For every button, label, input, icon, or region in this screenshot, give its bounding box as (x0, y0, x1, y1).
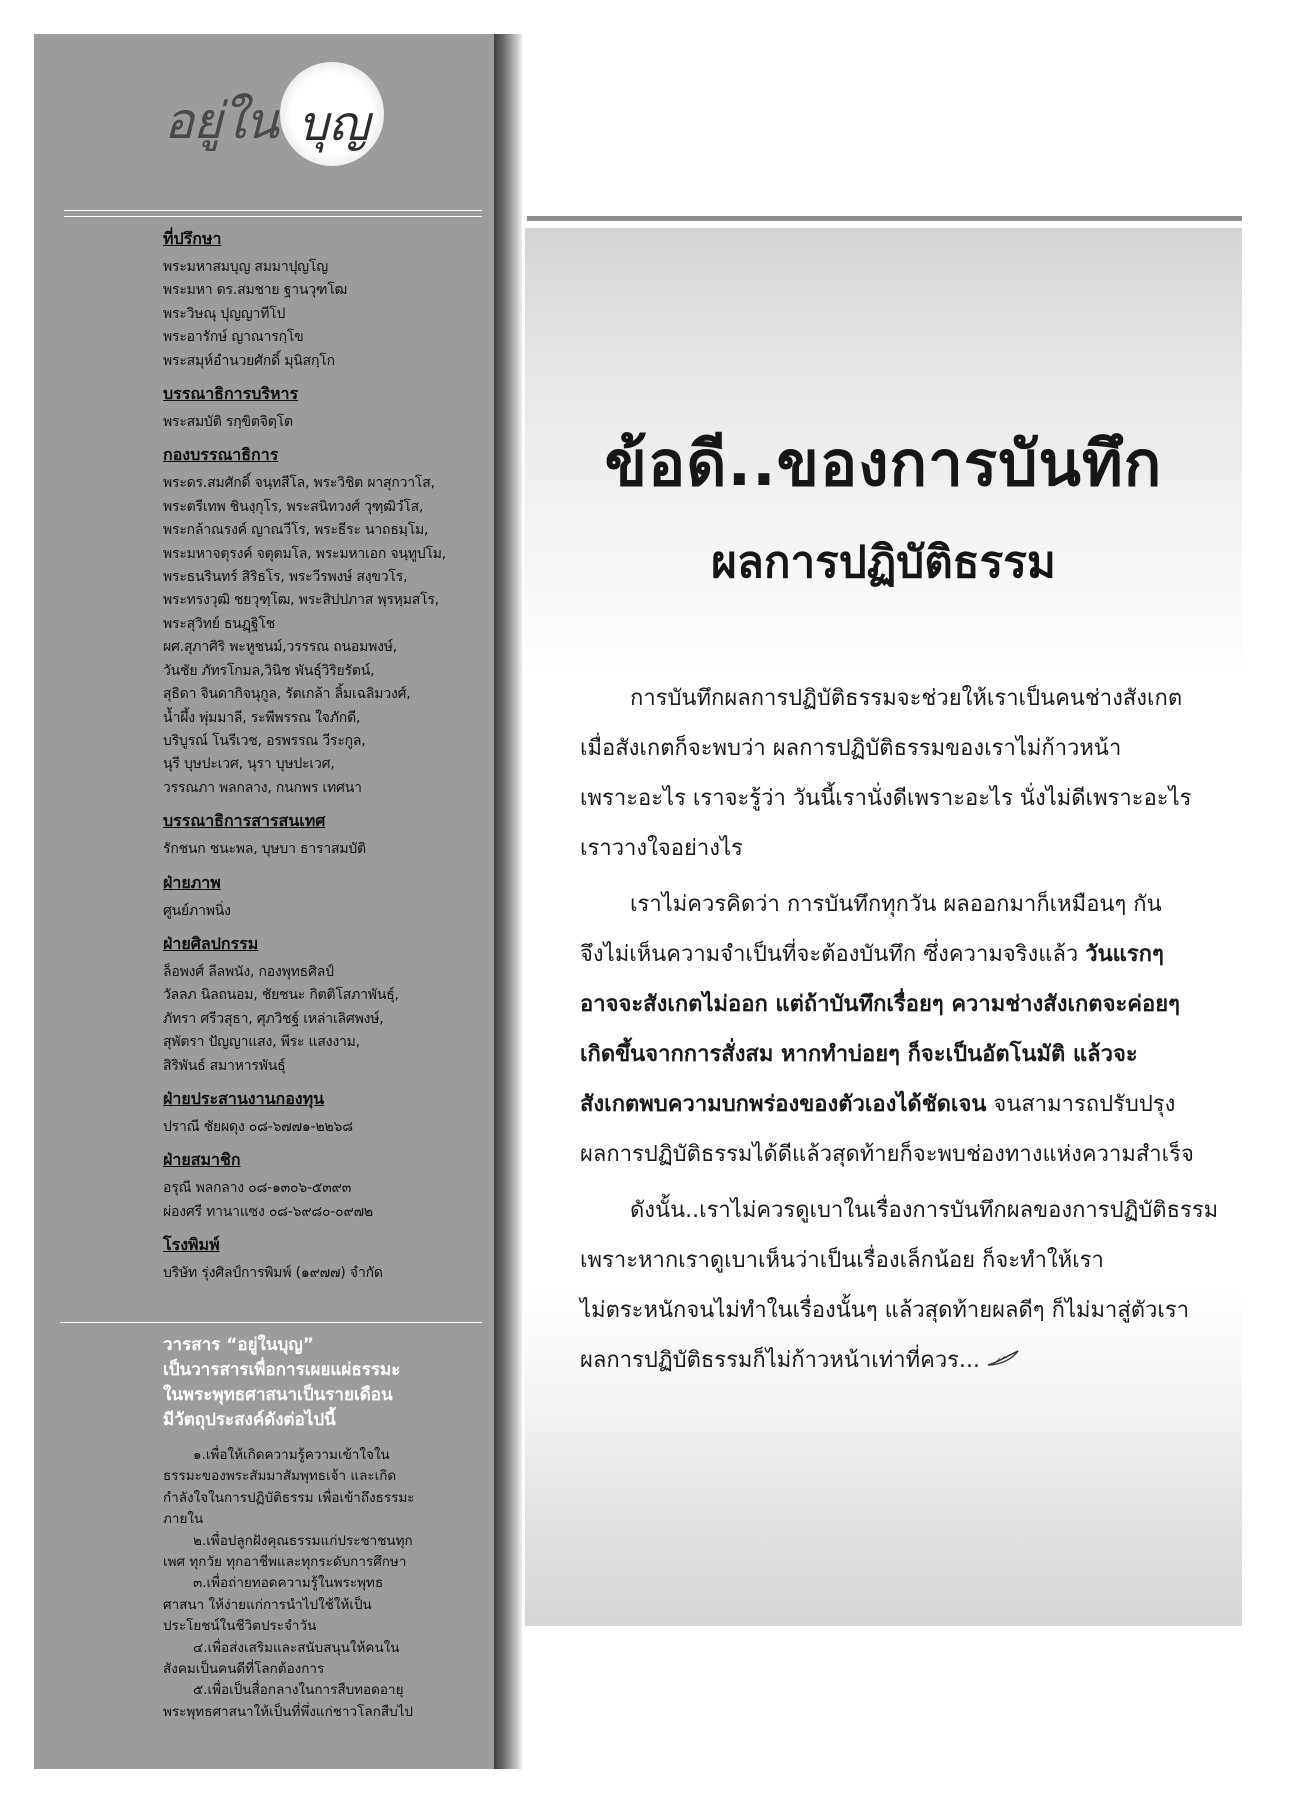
objective-item: ๕.เพื่อเป็นสื่อกลางในการสืบทอดอายุพระพุทธศาสนาให้เป็นที่พึ่งแก่ชาวโลกสืบไป (163, 1682, 413, 1720)
credit-heading: ฝ่ายภาพ (163, 872, 221, 892)
paragraph-line (580, 930, 1180, 980)
credit-line: สิริพันธ์ สมาหารพันธุ์ (163, 1057, 286, 1074)
objectives-title-line: ในพระพุทธศาสนาเป็นรายเดือน (163, 1385, 393, 1405)
paragraph-3 (580, 1186, 1219, 1386)
credit-heading: ฝ่ายศิลปกรรม (163, 933, 259, 953)
credit-line: ภัทรา ศรีวสุธา, ศุภวิชฐ์ เหล่าเลิศพงษ์, (163, 1010, 384, 1027)
objectives-title (163, 1333, 463, 1433)
paragraph-line: ผลการปฏิบัติธรรมได้ดีแล้วสุดท้ายก็จะพบช่องทางแห่งความสำเร็จ (580, 1142, 1194, 1167)
credit-heading: ฝ่ายสมาชิก (163, 1150, 241, 1170)
credit-line: พระสมบัติ รกฺขิตจิตฺโต (163, 414, 293, 431)
paragraph-emphasis: อาจจะสังเกตไม่ออก แต่ถ้าบันทึกเรื่อยๆ ความช่างสังเกตจะค่อยๆ (580, 992, 1180, 1017)
paragraph-line: เพราะอะไร เราจะรู้ว่า วันนี้เรานั่งดีเพราะอะไร นั่งไม่ดีเพราะอะไร (580, 786, 1192, 811)
sidebar-divider-bottom (60, 1322, 482, 1323)
paragraph-line: เราไม่ควรคิดว่า การบันทึกทุกวัน ผลออกมาก็เหมือนๆ กัน (630, 892, 1162, 917)
credit-line: พระอารักษ์ ญาณารกฺโข (163, 329, 304, 346)
credit-line: พระตรีเทพ ชินงฺกุโร, พระสนิทวงศ์ วุฑฺฒิวํโส, (163, 498, 424, 515)
article-title: ข้อดี..ของการบันทึก (604, 427, 1163, 500)
objective-item: ๓.เพื่อถ่ายทอดความรู้ในพระพุทธศาสนา ให้ง่ายแก่การนำไปใช้ให้เป็นประโยชน์ในชีวิตประจำวัน (163, 1575, 384, 1635)
credit-line: ผ่องศรี ทานาแซง ๐๘-๖๙๘๐-๐๙๗๒ (163, 1203, 373, 1220)
credit-heading: โรงพิมพ์ (163, 1235, 220, 1255)
credit-line: พระธนรินทร์ สิริธโร, พระวีรพงษ์ สงฺขวโร, (163, 569, 408, 586)
credit-line: อรุณี พลกลาง ๐๘-๑๓๐๖-๕๓๙๓ (163, 1180, 352, 1197)
objective-item: ๑.เพื่อให้เกิดความรู้ความเข้าใจในธรรมะของพระสัมมาสัมพุทธเจ้า และเกิดกำลังใจในการปฏิบัติธรรม เพื่อเข้าถึงธรรมะภายใน (163, 1447, 415, 1528)
credit-heading: ฝ่ายประสานงานกองทุน (163, 1088, 325, 1108)
credit-line: วรรณภา พลกลาง, กนกพร เทศนา (163, 779, 362, 796)
article-top-rule (527, 216, 1242, 221)
logo-text-part2: บุญ (298, 96, 370, 152)
staff-credits (163, 226, 483, 1286)
paragraph-line: ดังนั้น..เราไม่ควรดูเบาในเรื่องการบันทึกผลของการปฏิบัติธรรม (630, 1198, 1219, 1223)
credit-line: พระสุวิทย์ ธนฏฺฐิโช (163, 615, 276, 632)
credit-line: ปราณี ชัยผดุง ๐๘-๖๗๗๑-๒๒๖๘ (163, 1118, 353, 1135)
objectives-title-line: วารสาร “อยู่ในบุญ” (163, 1335, 314, 1355)
credit-line: พระมหาจตุรงค์ จตุตมโล, พระมหาเอก จนฺทูปโม, (163, 545, 447, 562)
paragraph-line (580, 980, 1180, 1030)
paragraph-text: จนสามารถปรับปรุง (986, 1092, 1176, 1117)
sidebar-divider-top (64, 210, 482, 211)
sidebar-divider-top-2 (64, 216, 482, 217)
credit-line: รักชนก ชนะพล, บุษบา ธาราสมบัติ (163, 841, 366, 858)
credit-line: สุพัตรา ปัญญาแสง, พีระ แสงงาม, (163, 1034, 360, 1051)
objective-item: ๔.เพื่อส่งเสริมและสนับสนุนให้คนในสังคมเป็นคนดีที่โลกต้องการ (163, 1639, 400, 1678)
credit-line: บริบูรณ์ โนรีเวช, อรพรรณ วีระกูล, (163, 732, 366, 749)
objectives-title-line: มีวัตถุประสงค์ดังต่อไปนี้ (163, 1410, 336, 1430)
paragraph-2 (580, 880, 1194, 1180)
logo-text-part1: อยู่ใน (164, 92, 278, 150)
article-body (580, 674, 1219, 1386)
magazine-logo (130, 52, 400, 172)
credit-line: พระดร.สมศักดิ์ จนฺทสีโล, พระวิชิต ผาสุกวาโส, (163, 475, 435, 492)
paragraph-emphasis: วันแรกๆ (1085, 942, 1164, 967)
article-subtitle: ผลการปฏิบัติธรรม (711, 537, 1056, 588)
credit-line: ล็อพงศ์ ลีลพนัง, กองพุทธศิลป์ (163, 963, 334, 980)
credit-line: น้ำผึ้ง พุ่มมาลี, ระพีพรรณ ใจภักดี, (163, 709, 361, 726)
credit-line: พระวิษณุ ปุญญาทีโป (163, 305, 286, 322)
sidebar-shadow (494, 34, 522, 1769)
paragraph-line: เพราะหากเราดูเบาเห็นว่าเป็นเรื่องเล็กน้อย ก็จะทำให้เรา (580, 1248, 1104, 1273)
credit-line: พระกล้าณรงค์ ญาณวีโร, พระธีระ นาถธมฺโม, (163, 522, 429, 539)
credit-line: พระมหาสมบุญ สมมาปุญโญ (163, 259, 328, 275)
paragraph-line: เมื่อสังเกตก็จะพบว่า ผลการปฏิบัติธรรมของเราไม่ก้าวหน้า (580, 736, 1122, 761)
credit-line: พระทรงวุฒิ ชยวุฑฺโฒ, พระสิปปภาส พฺรหฺมสโร, (163, 592, 439, 609)
feather-pen-icon (986, 1336, 1020, 1386)
credit-heading: บรรณาธิการบริหาร (163, 384, 299, 404)
paragraph-line (580, 1080, 1180, 1130)
journal-objectives (163, 1333, 463, 1723)
credit-line: บริษัท รุ่งศิลป์การพิมพ์ (๑๙๗๗) จำกัด (163, 1265, 383, 1282)
credit-line: นุรี บุษปะเวศ, นุรา บุษปะเวศ, (163, 756, 335, 773)
credit-line: พระสมุห์อำนวยศักดิ์ มุนิสกฺโก (163, 352, 335, 369)
paragraph-line (580, 1030, 1180, 1080)
paragraph-line: ไม่ตระหนักจนไม่ทำในเรื่องนั้นๆ แล้วสุดท้ายผลดีๆ ก็ไม่มาสู่ตัวเรา (580, 1298, 1190, 1323)
credit-heading: กองบรรณาธิการ (163, 445, 279, 465)
credit-line: วัลลภ นิลถนอม, ชัยชนะ กิตติโสภาพันธุ์, (163, 987, 399, 1004)
credit-line: พระมหา ดร.สมชาย ฐานวุฑโฒ (163, 282, 348, 299)
paragraph-text: จึงไม่เห็นความจำเป็นที่จะต้องบันทึก ซึ่งความจริงแล้ว (580, 942, 1086, 967)
credit-heading: ที่ปรึกษา (163, 229, 222, 248)
paragraph-line: การบันทึกผลการปฏิบัติธรรมจะช่วยให้เราเป็นคนช่างสังเกต (630, 686, 1183, 711)
credit-line: ผศ.สุภาศิริ พะหูชนม์,วรรรณ ถนอมพงษ์, (163, 639, 398, 656)
paragraph-text: ผลการปฏิบัติธรรมก็ไม่ก้าวหน้าเท่าที่ควร... (580, 1348, 980, 1373)
paragraph-1 (580, 674, 1192, 874)
paragraph-emphasis: เกิดขึ้นจากการสั่งสม หากทำบ่อยๆ ก็จะเป็นอัตโนมัติ แล้วจะ (580, 1042, 1138, 1067)
paragraph-line (580, 1336, 1180, 1386)
credit-line: วันชัย ภัทรโกมล,วินิช พันธุ์วิริยรัตน์, (163, 662, 375, 679)
objectives-title-line: เป็นวารสารเพื่อการเผยแผ่ธรรมะ (163, 1360, 401, 1380)
credit-line: ศูนย์ภาพนิ่ง (163, 902, 231, 919)
credit-line: สุธิดา จินดากิจนุกูล, รัตเกล้า ลิ้มเฉลิมวงศ์, (163, 686, 411, 703)
objective-item: ๒.เพื่อปลูกฝังคุณธรรมแก่ประชาชนทุกเพศ ทุกวัย ทุกอาชีพและทุกระดับการศึกษา (163, 1532, 413, 1571)
objectives-list (163, 1445, 421, 1723)
paragraph-emphasis: สังเกตพบความบกพร่องของตัวเองได้ชัดเจน (580, 1092, 987, 1117)
credit-heading: บรรณาธิการสารสนเทศ (163, 811, 326, 831)
paragraph-line: เราวางใจอย่างไร (580, 836, 743, 861)
